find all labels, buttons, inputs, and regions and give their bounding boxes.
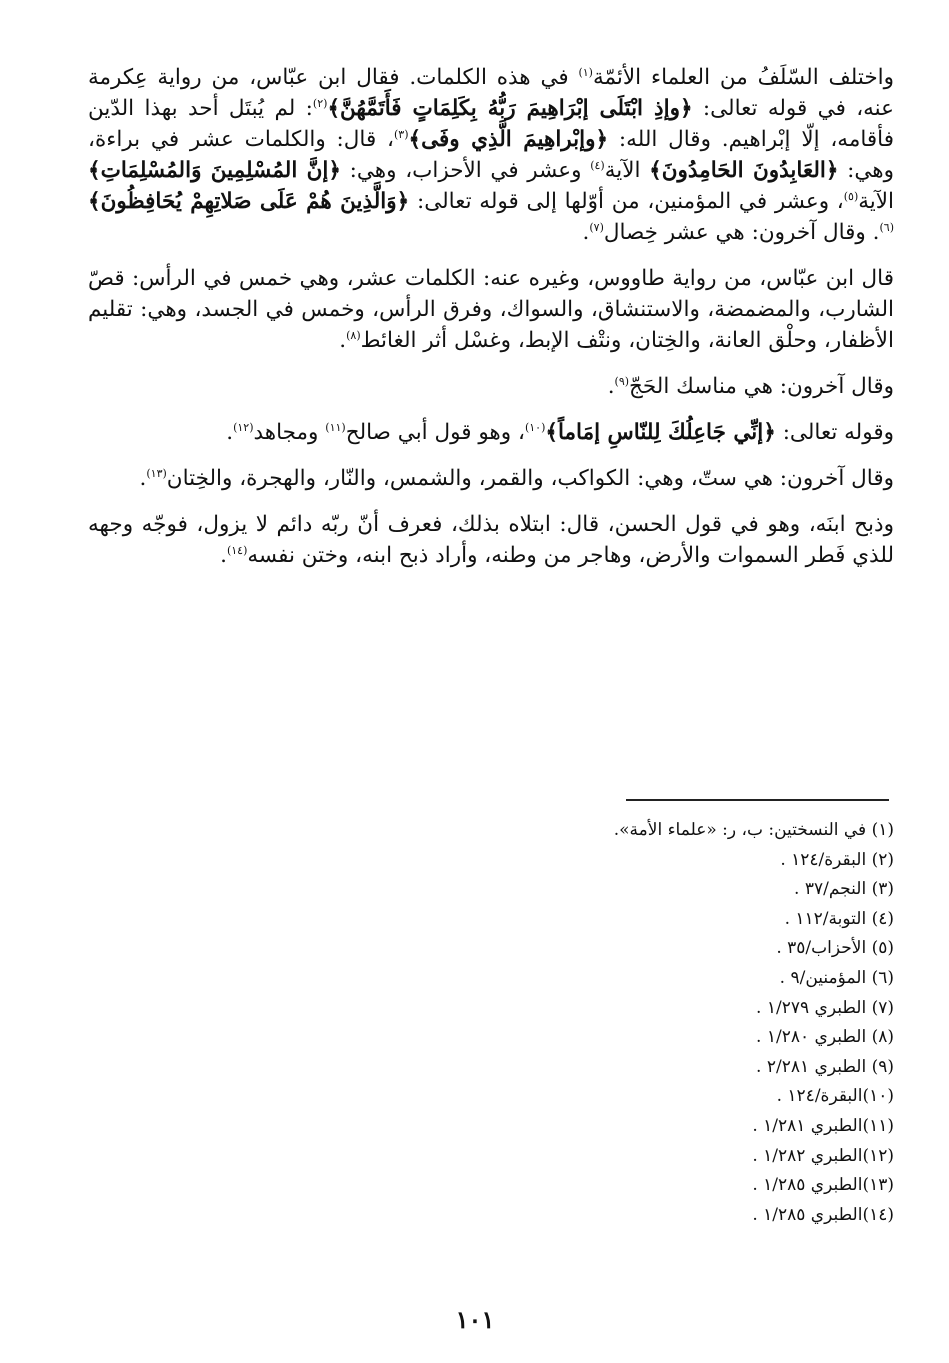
footnote-marker[interactable]: (٤) [590,158,605,172]
footnote-marker[interactable]: (٢) [312,96,328,110]
footnote-item: (١٠)البقرة/١٢٤ . [776,1086,894,1107]
quran-quote: ﴿إنَّ المُسْلِمِينَ وَالمُسْلِمَاتِ﴾ [88,158,341,183]
footnote-item: (١٤)الطبري ١/٢٨٥ . [752,1204,894,1225]
paragraph [88,263,894,356]
footnotes [560,816,894,1230]
footnote-item: (٢) البقرة/١٢٤ . [780,849,894,870]
text-segment: واختلف السّلَفُ من العلماء الأئمّة [592,65,894,90]
paragraph [88,509,894,571]
footnote-marker[interactable]: (١٢) [233,420,254,434]
quran-quote: ﴿إنِّي جَاعِلُكَ لِلنّاسِ إمَاماً﴾ [545,420,776,445]
text-segment: . [220,543,227,568]
footnote-marker[interactable]: (٧) [589,220,604,234]
text-segment: . وقال آخرون: هي عشر خِصال [603,220,880,245]
footnote-item: (٦) المؤمنين/٩ . [779,967,894,988]
quran-quote: ﴿وَالَّذِينَ هُمْ عَلَى صَلاتِهِمْ يُحَافِظُونَ﴾ [88,189,410,214]
text-segment: وقال آخرون: هي ستّ، وهي: الكواكب، والقمر، والشمس، والنّار، والهجرة، والخِتان [166,466,894,491]
footnote-item: (١١)الطبري ١/٢٨١ . [752,1115,894,1136]
text-segment: الآية [858,189,895,214]
text-segment: ، قال: والكلمات عشر في براءة، وهي: [88,127,894,183]
footnote-item: (١) في النسختين: ب، ر: «علماء الأمة». [613,820,894,840]
text-segment: . [226,420,234,445]
text-segment: وذبح ابنَه، وهو في قول الحسن، قال: ابتلاه بذلك، فعرف أنّ ربّه دائم لا يزول، فوجّه وجهه للذي فَطر السموات والأرض، وهاجر من وطنه، وأراد ذبح ابنه، وختن نفسه [88,512,894,568]
paragraph [88,463,894,494]
text-segment: . [607,374,615,399]
text-segment: . [339,328,347,353]
footnote-item: (٩) الطبري ٢/٢٨١ . [756,1056,894,1077]
quran-quote: ﴿وإذِ ابْتَلَى إبْرَاهِيمَ رَبُّهُ بِكَلِمَاتٍ فَأَتَمَّهُنَّ﴾ [327,96,693,121]
paragraph [88,371,894,402]
text-segment: ومجاهد [253,420,326,445]
footnote-marker[interactable]: (١٣) [146,466,167,480]
footnote-marker[interactable]: (٨) [346,328,361,342]
paragraph [88,62,894,248]
footnote-marker[interactable]: (٥) [843,189,859,203]
footnote-marker[interactable]: (٩) [614,374,630,388]
footnote-divider [626,799,889,801]
footnote-marker[interactable]: (١٠) [524,420,546,434]
footnote-marker[interactable]: (٦) [879,220,894,234]
main-text [88,62,894,586]
quran-quote: ﴿العَابِدُونَ الحَامِدُونَ﴾ [649,158,839,183]
text-segment: وقال آخرون: هي مناسك الحَجّ [629,374,894,399]
quran-quote: ﴿وإبْراهِيمَ الَّذِي وفَى﴾ [408,127,609,152]
text-segment: في هذه الكلمات. فقال ابن عبّاس، من رواية عِكرمة عنه، في قوله تعالى: [88,65,894,121]
paragraph [88,417,894,448]
footnote-marker[interactable]: (١) [578,65,593,79]
text-segment: وعشر في الأحزاب، وهي: [340,158,591,183]
footnote-item: (٨) الطبري ١/٢٨٠ . [756,1027,894,1048]
footnote-item: (٥) الأحزاب/٣٥ . [776,938,894,959]
text-segment: ، وعشر في المؤمنين، من أوّلها إلى قوله تعالى: [409,189,844,214]
footnote-marker[interactable]: (١١) [325,420,346,434]
text-segment: وقوله تعالى: [775,420,894,445]
footnote-item: (٤) التوبة/١١٢ . [784,908,894,929]
footnote-item: (٧) الطبري ١/٢٧٩ . [756,997,894,1018]
text-segment: : لم يُبتَل أحد بهذا الدّين فأقامه، إلّا إبْراهيم. وقال الله: [88,96,895,152]
footnote-item: (١٣)الطبري ١/٢٨٥ . [752,1175,894,1196]
footnote-item: (٣) النجم/٣٧ . [794,879,894,900]
text-segment: . [139,466,147,491]
text-segment: . [582,220,590,245]
footnote-item: (١٢)الطبري ١/٢٨٢ . [752,1145,894,1166]
text-segment: قال ابن عبّاس، من رواية طاووس، وغيره عنه: الكلمات عشر، وهي خمس في الرأس: قصّ الشارب، والمضمضة، والاستنشاق، والسواك، وفرق الرأس، وخمس في الجسد، وهي: تقليم الأظفار، وحلْق العانة، والخِتان، ونتْف الإبط، وغسْل أثر الغائط [88,266,894,353]
page-number: ١٠١ [455,1305,495,1334]
footnote-marker[interactable]: (٣) [393,127,409,141]
footnote-marker[interactable]: (١٤) [226,543,248,557]
text-segment: الآية [604,158,650,183]
text-segment: ، وهو قول أبي صالح [345,420,525,445]
